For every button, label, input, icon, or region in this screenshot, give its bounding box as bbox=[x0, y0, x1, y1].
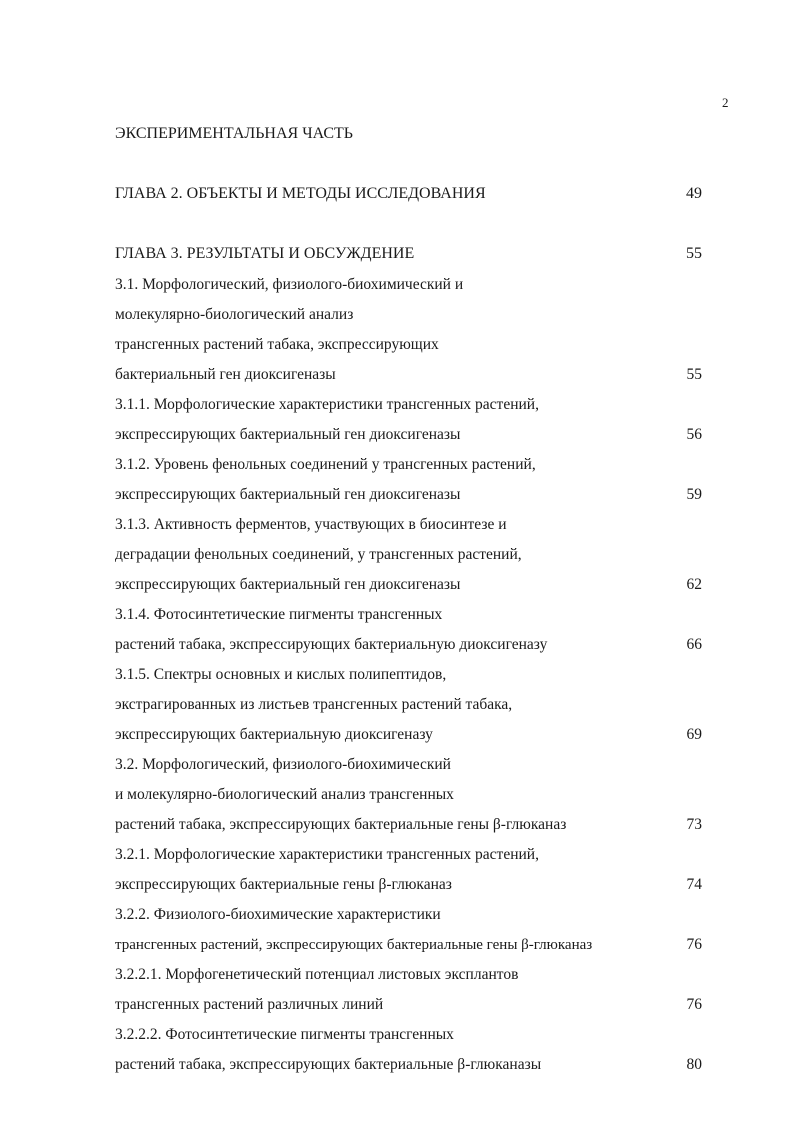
toc-page: 62 bbox=[686, 576, 702, 593]
toc-line: 3.2.2.2. Фотосинтетические пигменты трансгенных bbox=[115, 1026, 454, 1043]
chapter-3-page: 55 bbox=[686, 245, 702, 262]
toc-line: 3.1.4. Фотосинтетические пигменты трансгенных bbox=[115, 606, 443, 623]
chapter-2-page: 49 bbox=[686, 185, 702, 202]
toc-line: растений табака, экспрессирующих бактериальную диоксигеназу bbox=[115, 636, 548, 653]
toc-line: 3.1. Морфологический, физиолого-биохимический и bbox=[115, 276, 464, 293]
toc-page: 55 bbox=[686, 366, 702, 383]
toc-page: 80 bbox=[686, 1056, 702, 1073]
toc-line: экспрессирующих бактериальный ген диоксигеназы bbox=[115, 576, 461, 593]
toc-line: 3.2. Морфологический, физиолого-биохимический bbox=[115, 756, 451, 773]
toc-line: и молекулярно-биологический анализ трансгенных bbox=[115, 786, 454, 803]
toc-line: бактериальный ген диоксигеназы bbox=[115, 366, 336, 383]
toc-line: молекулярно-биологический анализ bbox=[115, 306, 354, 323]
toc-line: экспрессирующих бактериальные гены β-глюканаз bbox=[115, 876, 452, 893]
toc-line: экспрессирующих бактериальную диоксигеназу bbox=[115, 726, 433, 743]
toc-line: экстрагированных из листьев трансгенных растений табака, bbox=[115, 696, 513, 713]
toc-line: трансгенных растений табака, экспрессирующих bbox=[115, 336, 439, 353]
toc-line: 3.1.3. Активность ферментов, участвующих в биосинтезе и bbox=[115, 516, 507, 533]
toc-page: 74 bbox=[686, 876, 702, 893]
toc-line: растений табака, экспрессирующих бактериальные β-глюканазы bbox=[115, 1056, 542, 1073]
toc-page: 69 bbox=[686, 726, 702, 743]
chapter-3-title: ГЛАВА 3. РЕЗУЛЬТАТЫ И ОБСУЖДЕНИЕ bbox=[115, 245, 415, 262]
toc-line: 3.1.2. Уровень фенольных соединений у трансгенных растений, bbox=[115, 456, 536, 473]
toc-line: 3.1.1. Морфологические характеристики трансгенных растений, bbox=[115, 396, 539, 413]
toc-line: деградации фенольных соединений, у трансгенных растений, bbox=[115, 546, 522, 563]
toc-page: 76 bbox=[686, 996, 702, 1013]
toc-page: 73 bbox=[686, 816, 702, 833]
toc-line: экспрессирующих бактериальный ген диоксигеназы bbox=[115, 426, 461, 443]
toc-page: 76 bbox=[686, 936, 702, 953]
toc-page: 59 bbox=[686, 486, 702, 503]
chapter-2-title: ГЛАВА 2. ОБЪЕКТЫ И МЕТОДЫ ИССЛЕДОВАНИЯ bbox=[115, 185, 486, 202]
section-title: ЭКСПЕРИМЕНТАЛЬНАЯ ЧАСТЬ bbox=[115, 125, 353, 142]
toc-line: растений табака, экспрессирующих бактериальные гены β-глюканаз bbox=[115, 816, 567, 833]
toc-line: 3.2.2. Физиолого-биохимические характеристики bbox=[115, 906, 441, 923]
toc-line: экспрессирующих бактериальный ген диоксигеназы bbox=[115, 486, 461, 503]
toc-line: 3.2.2.1. Морфогенетический потенциал листовых эксплантов bbox=[115, 966, 519, 983]
toc-line: 3.2.1. Морфологические характеристики трансгенных растений, bbox=[115, 846, 539, 863]
toc-line: трансгенных растений, экспрессирующих бактериальные гены β-глюканаз bbox=[115, 937, 593, 953]
toc-line: трансгенных растений различных линий bbox=[115, 996, 384, 1013]
toc-page: 56 bbox=[686, 426, 702, 443]
toc-page: 66 bbox=[686, 636, 702, 653]
toc-line: 3.1.5. Спектры основных и кислых полипептидов, bbox=[115, 666, 447, 683]
page-number: 2 bbox=[722, 95, 729, 110]
